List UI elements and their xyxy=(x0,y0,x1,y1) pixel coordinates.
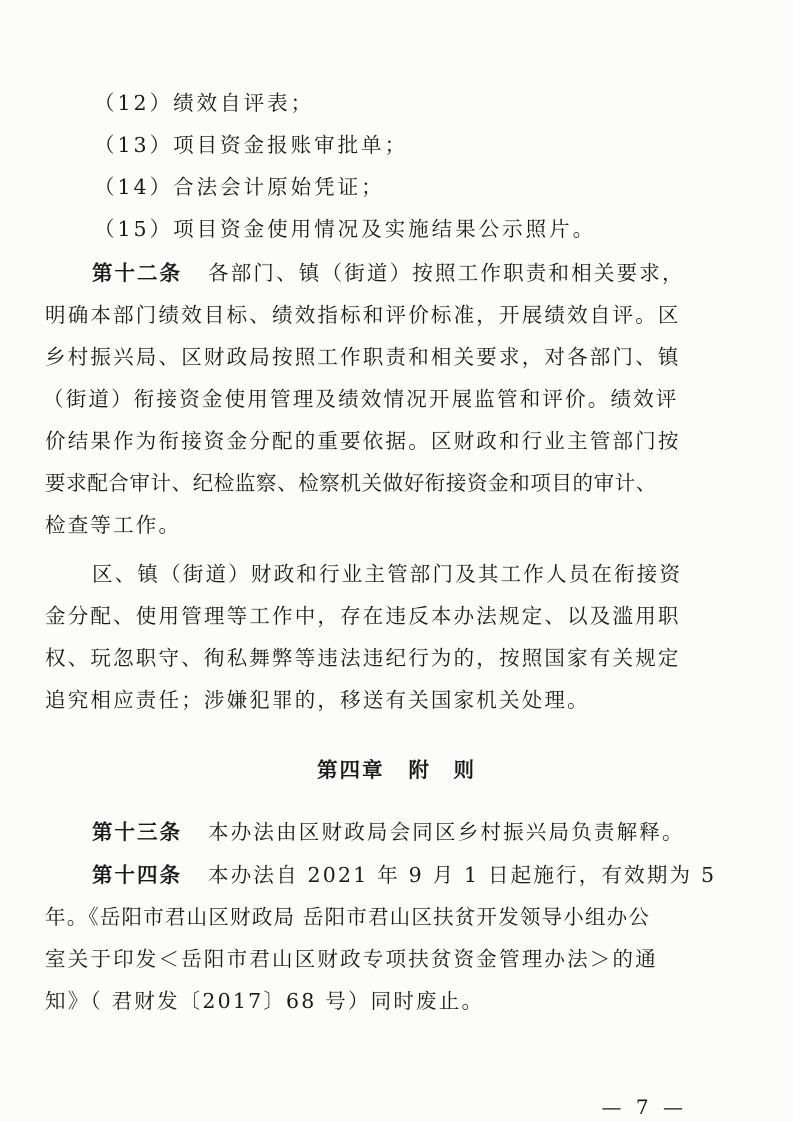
paragraph-line: 本办法由区财政局会同区乡村振兴局负责解释。 xyxy=(208,820,685,844)
paragraph-line: 各部门、镇（街道）按照工作职责和相关要求， xyxy=(208,261,685,285)
list-item: （12）绩效自评表； xyxy=(94,91,315,115)
article-13-heading: 第十三条 xyxy=(92,820,182,844)
list-item: （14）合法会计原始凭证； xyxy=(94,175,385,199)
paragraph-line: 年。《岳阳市君山区财政局 岳阳市君山区扶贫开发领导小组办公 xyxy=(45,905,651,929)
paragraph-line: 明确本部门绩效目标、绩效指标和评价标准，开展绩效自评。区 xyxy=(45,303,681,327)
article-14-heading: 第十四条 xyxy=(92,863,182,887)
paragraph-line: 室关于印发＜岳阳市君山区财政专项扶贫资金管理办法＞的通 xyxy=(45,947,658,971)
paragraph-line: （街道）衔接资金使用管理及绩效情况开展监管和评价。绩效评 xyxy=(43,387,679,411)
chapter-heading xyxy=(0,755,793,785)
list-item: （13）项目资金报账审批单； xyxy=(94,133,409,157)
article-14-first-line xyxy=(92,860,716,890)
page-number: — 7 — xyxy=(601,1095,687,1119)
paragraph-line: 权、玩忽职守、徇私舞弊等违法违纪行为的，按照国家有关规定 xyxy=(45,646,681,670)
article-12-heading: 第十二条 xyxy=(92,261,182,285)
list-item: （15）项目资金使用情况及实施结果公示照片。 xyxy=(94,217,597,241)
paragraph-line: 金分配、使用管理等工作中，存在违反本办法规定、以及滥用职 xyxy=(45,604,681,628)
article-12-first-line xyxy=(92,258,685,288)
paragraph-line: 乡村振兴局、区财政局按照工作职责和相关要求，对各部门、镇 xyxy=(45,345,681,369)
paragraph-line: 追究相应责任；涉嫌犯罪的，移送有关国家机关处理。 xyxy=(45,688,590,712)
paragraph-line: 知》（ 君财发〔2017〕68 号）同时废止。 xyxy=(45,989,485,1013)
chapter-number: 第四章 xyxy=(317,758,385,782)
paragraph-line: 要求配合审计、纪检监察、检察机关做好衔接资金和项目的审计、 xyxy=(45,471,657,495)
paragraph-line: 检查等工作。 xyxy=(45,513,182,537)
paragraph-line: 区、镇（街道）财政和行业主管部门及其工作人员在衔接资 xyxy=(92,562,683,586)
chapter-title: 附 则 xyxy=(408,758,476,782)
paragraph-line: 价结果作为衔接资金分配的重要依据。区财政和行业主管部门按 xyxy=(45,429,681,453)
article-13 xyxy=(92,817,685,847)
paragraph-line: 本办法自 2021 年 9 月 1 日起施行，有效期为 5 xyxy=(208,863,717,887)
